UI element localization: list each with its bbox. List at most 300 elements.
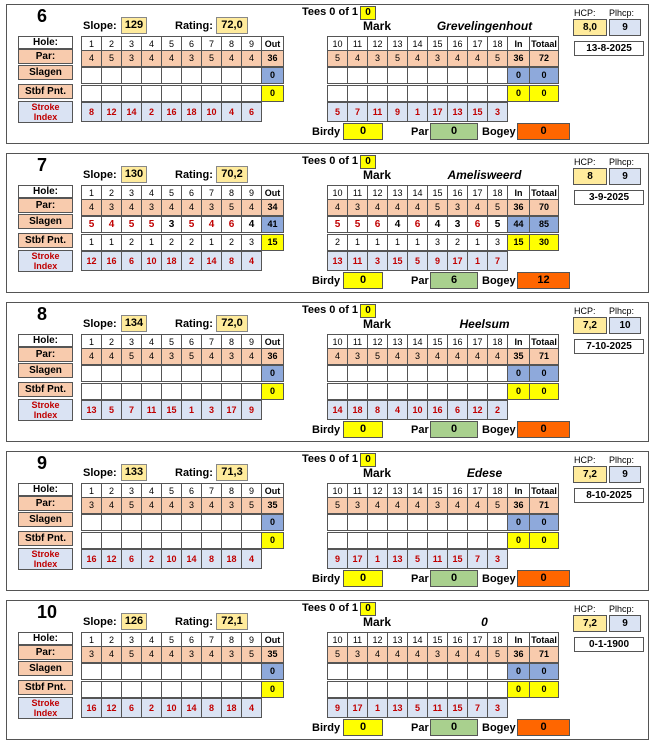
rating-label: Rating:: [175, 20, 213, 32]
slagen-input[interactable]: [121, 365, 142, 382]
slagen-input[interactable]: [201, 365, 222, 382]
stroke-index-cell: 18: [347, 400, 368, 420]
slagen-input[interactable]: [101, 514, 122, 531]
stroke-index-cell: 2: [141, 549, 162, 569]
par-cell: 4: [141, 497, 162, 514]
stbf-cell: [447, 85, 468, 102]
bogey-label: Bogey: [482, 424, 516, 436]
slagen-input[interactable]: [81, 663, 102, 680]
hole-number: 2: [101, 632, 122, 649]
round-date[interactable]: 8-10-2025: [574, 488, 644, 503]
slagen-grid: [327, 663, 558, 680]
stbf-cell: 1: [407, 234, 428, 251]
slagen-input[interactable]: [181, 365, 202, 382]
par-row-label: Par:: [18, 198, 73, 213]
par-cell: 3: [427, 50, 448, 67]
par-cell: 4: [121, 199, 142, 216]
hole-number: 5: [161, 334, 182, 351]
slagen-total: 0: [529, 514, 559, 531]
slagen-input[interactable]: [467, 67, 488, 84]
slagen-input[interactable]: [427, 365, 448, 382]
stroke-index-cell: 18: [161, 251, 182, 271]
stbf-total: 0: [529, 383, 559, 400]
stbf-cell: [447, 383, 468, 400]
par-cell: 5: [101, 50, 122, 67]
slagen-input[interactable]: [387, 365, 408, 382]
slagen-input[interactable]: [241, 67, 262, 84]
stbf-cell: [347, 532, 368, 549]
stroke-row-label: Stroke Index: [18, 399, 73, 421]
slagen-input[interactable]: [161, 67, 182, 84]
slagen-input[interactable]: [241, 365, 262, 382]
stroke-index-cell: 14: [121, 102, 142, 122]
stbf-cell: [407, 383, 428, 400]
slagen-input[interactable]: [101, 365, 122, 382]
par-cell: 3: [347, 199, 368, 216]
stroke-index-cell: 1: [467, 251, 488, 271]
stbf-cell: [121, 383, 142, 400]
stroke-index-cell: 1: [367, 698, 388, 718]
slagen-input[interactable]: [327, 365, 348, 382]
slagen-input[interactable]: 4: [427, 216, 448, 233]
par-cell: 4: [101, 497, 122, 514]
plhcp-label: Plhcp:: [609, 306, 635, 316]
stbf-cell: [487, 383, 508, 400]
birdy-count: 0: [343, 272, 383, 289]
plhcp-label: Plhcp:: [609, 8, 635, 18]
birdy-count: 0: [343, 719, 383, 736]
tees-value[interactable]: 0: [360, 6, 376, 20]
rating-value[interactable]: 72,0: [216, 315, 248, 332]
par-cell: 4: [327, 199, 348, 216]
slagen-input[interactable]: [201, 663, 222, 680]
stbf-cell: [427, 85, 448, 102]
par-grid: [81, 646, 283, 663]
slagen-input[interactable]: [367, 663, 388, 680]
hcp-value[interactable]: 7,2: [573, 466, 607, 483]
par-count: 0: [430, 570, 478, 587]
par-out: 35: [261, 497, 284, 514]
round-date[interactable]: 13-8-2025: [574, 41, 644, 56]
slagen-input[interactable]: 4: [101, 216, 122, 233]
stbf-cell: 3: [487, 234, 508, 251]
hole-number: 12: [367, 483, 388, 500]
plhcp-label: Plhcp:: [609, 604, 635, 614]
stbf-out: 0: [261, 681, 284, 698]
par-cell: 4: [241, 199, 262, 216]
hole-number: 8: [221, 185, 242, 202]
stroke-index-cell: 7: [121, 400, 142, 420]
stroke-index-cell: 8: [201, 549, 222, 569]
hole-number: 14: [407, 334, 428, 351]
round-card: [6, 451, 649, 591]
slagen-input[interactable]: [121, 514, 142, 531]
stroke-index-cell: 10: [161, 549, 182, 569]
slagen-input[interactable]: [387, 67, 408, 84]
rating-value[interactable]: 71,3: [216, 464, 248, 481]
slagen-input[interactable]: [407, 67, 428, 84]
slagen-input[interactable]: [101, 663, 122, 680]
stroke-index-cell: 15: [447, 549, 468, 569]
par-cell: 3: [201, 199, 222, 216]
player-name: Mark: [362, 317, 391, 331]
hole-number: 10: [327, 185, 348, 202]
slagen-input[interactable]: [347, 663, 368, 680]
slagen-row-label: Slagen: [18, 661, 73, 676]
stroke-index-cell: 13: [387, 698, 408, 718]
hole-number: 1: [81, 632, 102, 649]
slagen-out: 0: [261, 365, 284, 382]
totaal-header: Totaal: [529, 334, 559, 351]
par-cell: 4: [201, 646, 222, 663]
slagen-input[interactable]: [427, 514, 448, 531]
stbf-cell: [407, 85, 428, 102]
tees-value[interactable]: 0: [360, 453, 376, 467]
par-result-label: Par: [411, 424, 429, 436]
bogey-count: 0: [517, 570, 570, 587]
par-total: 71: [529, 497, 559, 514]
stroke-index-cell: 15: [447, 698, 468, 718]
tees-value[interactable]: 0: [360, 155, 376, 169]
tees-label: [302, 6, 376, 20]
slope-value[interactable]: 130: [121, 166, 147, 183]
slagen-input[interactable]: 4: [387, 216, 408, 233]
tees-value[interactable]: 0: [360, 304, 376, 318]
hcp-value[interactable]: 7,2: [573, 317, 607, 334]
slagen-input[interactable]: [427, 67, 448, 84]
round-date[interactable]: 3-9-2025: [574, 190, 644, 205]
hcp-value[interactable]: 8: [573, 168, 607, 185]
slagen-input[interactable]: [447, 514, 468, 531]
par-out: 34: [261, 199, 284, 216]
slagen-input[interactable]: [367, 514, 388, 531]
stbf-cell: [327, 85, 348, 102]
hole-number: 13: [387, 483, 408, 500]
par-cell: 3: [81, 646, 102, 663]
slagen-input[interactable]: [447, 67, 468, 84]
stroke-row-label: Stroke Index: [18, 101, 73, 123]
hole-number: 2: [101, 185, 122, 202]
hcp-value[interactable]: 8,0: [573, 19, 607, 36]
stbf-cell: [467, 681, 488, 698]
course-name: Heelsum: [459, 317, 510, 331]
slagen-input[interactable]: 4: [201, 216, 222, 233]
stroke-index-cell: 11: [347, 251, 368, 271]
slagen-input[interactable]: [161, 514, 182, 531]
slagen-grid: [327, 365, 558, 382]
stroke-index-cell: 17: [221, 400, 242, 420]
slagen-input[interactable]: [241, 514, 262, 531]
stroke-index-cell: 13: [81, 400, 102, 420]
par-cell: 4: [407, 646, 428, 663]
stbf-cell: 1: [201, 234, 222, 251]
slagen-input[interactable]: 5: [347, 216, 368, 233]
slagen-input[interactable]: [407, 365, 428, 382]
slagen-input[interactable]: [221, 365, 242, 382]
slagen-input[interactable]: [181, 514, 202, 531]
slagen-input[interactable]: [487, 365, 508, 382]
slagen-input[interactable]: [487, 67, 508, 84]
slope-value[interactable]: 126: [121, 613, 147, 630]
slagen-input[interactable]: [347, 67, 368, 84]
slagen-input[interactable]: [221, 67, 242, 84]
stroke-index-cell: 13: [447, 102, 468, 122]
hole-number: 1: [81, 334, 102, 351]
par-out: 36: [261, 348, 284, 365]
par-cell: 3: [447, 199, 468, 216]
par-grid: [327, 348, 558, 365]
slagen-input[interactable]: [161, 365, 182, 382]
hole-number: 1: [81, 36, 102, 53]
hole-number: 4: [141, 185, 162, 202]
slagen-input[interactable]: 5: [327, 216, 348, 233]
hole-number: 5: [161, 36, 182, 53]
in-header: In: [507, 36, 530, 53]
slagen-input[interactable]: [467, 514, 488, 531]
par-cell: 4: [101, 646, 122, 663]
stbf-cell: 2: [181, 234, 202, 251]
slagen-input[interactable]: 6: [221, 216, 242, 233]
slagen-input[interactable]: [121, 67, 142, 84]
slagen-input[interactable]: [487, 514, 508, 531]
in-header: In: [507, 185, 530, 202]
slagen-input[interactable]: [81, 514, 102, 531]
stbf-cell: [101, 383, 122, 400]
birdy-count: 0: [343, 123, 383, 140]
par-cell: 3: [181, 497, 202, 514]
rating-value[interactable]: 72,1: [216, 613, 248, 630]
rating-value[interactable]: 72,0: [216, 17, 248, 34]
slagen-input[interactable]: [367, 365, 388, 382]
hole-number: 12: [367, 36, 388, 53]
par-result-label: Par: [411, 126, 429, 138]
out-header: Out: [261, 185, 284, 202]
stroke-row-label: Stroke Index: [18, 548, 73, 570]
player-name: Mark: [362, 168, 391, 182]
slagen-input[interactable]: 5: [487, 216, 508, 233]
slagen-total: 0: [529, 67, 559, 84]
slagen-input[interactable]: 3: [161, 216, 182, 233]
slagen-input[interactable]: [427, 663, 448, 680]
stbf-in: 0: [507, 85, 530, 102]
par-cell: 4: [407, 199, 428, 216]
slagen-input[interactable]: 3: [447, 216, 468, 233]
hole-number: 13: [387, 185, 408, 202]
rating-value[interactable]: 70,2: [216, 166, 248, 183]
hole-number: 18: [487, 185, 508, 202]
stbf-row-label: Stbf Pnt.: [18, 531, 73, 546]
slagen-input[interactable]: 4: [241, 216, 262, 233]
hcp-value[interactable]: 7,2: [573, 615, 607, 632]
hole-number: 18: [487, 334, 508, 351]
par-cell: 4: [387, 348, 408, 365]
stbf-out: 0: [261, 383, 284, 400]
slagen-input[interactable]: [447, 365, 468, 382]
slagen-input[interactable]: [201, 67, 222, 84]
totaal-header: Totaal: [529, 36, 559, 53]
slagen-input[interactable]: [141, 67, 162, 84]
stroke-index-cell: 12: [467, 400, 488, 420]
stroke-grid: [327, 549, 507, 569]
stroke-index-cell: 3: [487, 549, 508, 569]
slagen-input[interactable]: [467, 663, 488, 680]
slagen-input[interactable]: 5: [181, 216, 202, 233]
hole-number: 6: [181, 334, 202, 351]
stbf-grid: [81, 681, 283, 698]
slagen-input[interactable]: [161, 663, 182, 680]
par-row-label: Par:: [18, 496, 73, 511]
tees-text: Tees 0 of 1: [302, 304, 359, 316]
stroke-index-cell: 7: [487, 251, 508, 271]
stroke-index-cell: 10: [407, 400, 428, 420]
bogey-count: 12: [517, 272, 570, 289]
par-cell: 4: [241, 50, 262, 67]
slagen-input[interactable]: [327, 67, 348, 84]
round-date[interactable]: 7-10-2025: [574, 339, 644, 354]
slagen-input[interactable]: [347, 365, 368, 382]
slagen-input[interactable]: 5: [81, 216, 102, 233]
par-in: 36: [507, 50, 530, 67]
stroke-index-cell: 9: [427, 251, 448, 271]
slagen-input[interactable]: [221, 663, 242, 680]
slagen-input[interactable]: 6: [367, 216, 388, 233]
hole-number: 11: [347, 185, 368, 202]
hole-number: 9: [241, 483, 262, 500]
slagen-input[interactable]: [121, 663, 142, 680]
birdy-label: Birdy: [312, 126, 341, 138]
hole-number: 16: [447, 185, 468, 202]
hcp-label: HCP:: [574, 157, 596, 167]
hole-number: 11: [347, 334, 368, 351]
par-cell: 3: [141, 199, 162, 216]
slagen-input[interactable]: [221, 514, 242, 531]
slagen-input[interactable]: [141, 365, 162, 382]
slagen-input[interactable]: [387, 514, 408, 531]
round-card: [6, 302, 649, 442]
slagen-input[interactable]: [327, 663, 348, 680]
par-grid: [81, 348, 283, 365]
hole-number: 7: [201, 632, 222, 649]
stroke-index-cell: 6: [121, 251, 142, 271]
slagen-input[interactable]: 6: [407, 216, 428, 233]
stroke-grid: [327, 251, 507, 271]
hole-number: 16: [447, 632, 468, 649]
slope-label: Slope:: [83, 467, 117, 479]
stbf-cell: [241, 681, 262, 698]
stroke-index-cell: 7: [347, 102, 368, 122]
slagen-input[interactable]: [201, 514, 222, 531]
par-cell: 5: [181, 348, 202, 365]
hcp-label: HCP:: [574, 604, 596, 614]
plhcp-value: 9: [609, 615, 641, 632]
tees-value[interactable]: 0: [360, 602, 376, 616]
slagen-input[interactable]: [407, 663, 428, 680]
hole-number: 15: [427, 334, 448, 351]
slagen-input[interactable]: 6: [467, 216, 488, 233]
hole-number: 10: [327, 36, 348, 53]
slagen-input[interactable]: [487, 663, 508, 680]
slagen-input[interactable]: [367, 67, 388, 84]
par-cell: 4: [427, 348, 448, 365]
par-result-label: Par: [411, 722, 429, 734]
stbf-cell: [121, 681, 142, 698]
slagen-input[interactable]: [447, 663, 468, 680]
slagen-input[interactable]: [81, 365, 102, 382]
slagen-input[interactable]: [467, 365, 488, 382]
par-cell: 4: [81, 50, 102, 67]
rating-label: Rating:: [175, 318, 213, 330]
slagen-grid: [81, 663, 283, 680]
stbf-cell: [387, 681, 408, 698]
out-header: Out: [261, 334, 284, 351]
stroke-index-cell: 1: [367, 549, 388, 569]
slagen-input[interactable]: 5: [141, 216, 162, 233]
slagen-input[interactable]: [347, 514, 368, 531]
hole-number: 6: [181, 185, 202, 202]
slagen-input[interactable]: 5: [121, 216, 142, 233]
slagen-input[interactable]: [81, 67, 102, 84]
hole-number: 5: [161, 632, 182, 649]
par-cell: 5: [387, 50, 408, 67]
hole-number: 16: [447, 483, 468, 500]
par-cell: 5: [487, 50, 508, 67]
round-number: 10: [37, 602, 58, 622]
stbf-out: 0: [261, 85, 284, 102]
par-count: 0: [430, 421, 478, 438]
par-cell: 3: [81, 497, 102, 514]
stroke-index-cell: 18: [221, 549, 242, 569]
par-out: 35: [261, 646, 284, 663]
slagen-input[interactable]: [327, 514, 348, 531]
slagen-input[interactable]: [141, 663, 162, 680]
par-cell: 3: [181, 646, 202, 663]
stbf-cell: [467, 85, 488, 102]
birdy-count: 0: [343, 570, 383, 587]
par-cell: 4: [221, 50, 242, 67]
slagen-input[interactable]: [181, 67, 202, 84]
stbf-cell: 2: [161, 234, 182, 251]
slagen-input[interactable]: [407, 514, 428, 531]
round-date[interactable]: 0-1-1900: [574, 637, 644, 652]
stbf-cell: [101, 85, 122, 102]
par-in: 36: [507, 497, 530, 514]
par-cell: 4: [467, 50, 488, 67]
stbf-cell: [181, 85, 202, 102]
slagen-input[interactable]: [387, 663, 408, 680]
slope-value[interactable]: 129: [121, 17, 147, 34]
hole-number: 5: [161, 185, 182, 202]
par-out: 36: [261, 50, 284, 67]
stbf-cell: 2: [447, 234, 468, 251]
stbf-cell: 1: [367, 234, 388, 251]
stroke-index-cell: 12: [81, 251, 102, 271]
slagen-input[interactable]: [181, 663, 202, 680]
slope-value[interactable]: 133: [121, 464, 147, 481]
stbf-out: 15: [261, 234, 284, 251]
stroke-index-cell: 5: [407, 549, 428, 569]
stroke-index-cell: 8: [221, 251, 242, 271]
stbf-cell: [367, 85, 388, 102]
slagen-input[interactable]: [101, 67, 122, 84]
slagen-input[interactable]: [141, 514, 162, 531]
slagen-input[interactable]: [241, 663, 262, 680]
stbf-grid: [81, 383, 283, 400]
slope-value[interactable]: 134: [121, 315, 147, 332]
slagen-row-label: Slagen: [18, 214, 73, 229]
hole-number: 7: [201, 483, 222, 500]
bogey-label: Bogey: [482, 126, 516, 138]
par-grid: [81, 50, 283, 67]
